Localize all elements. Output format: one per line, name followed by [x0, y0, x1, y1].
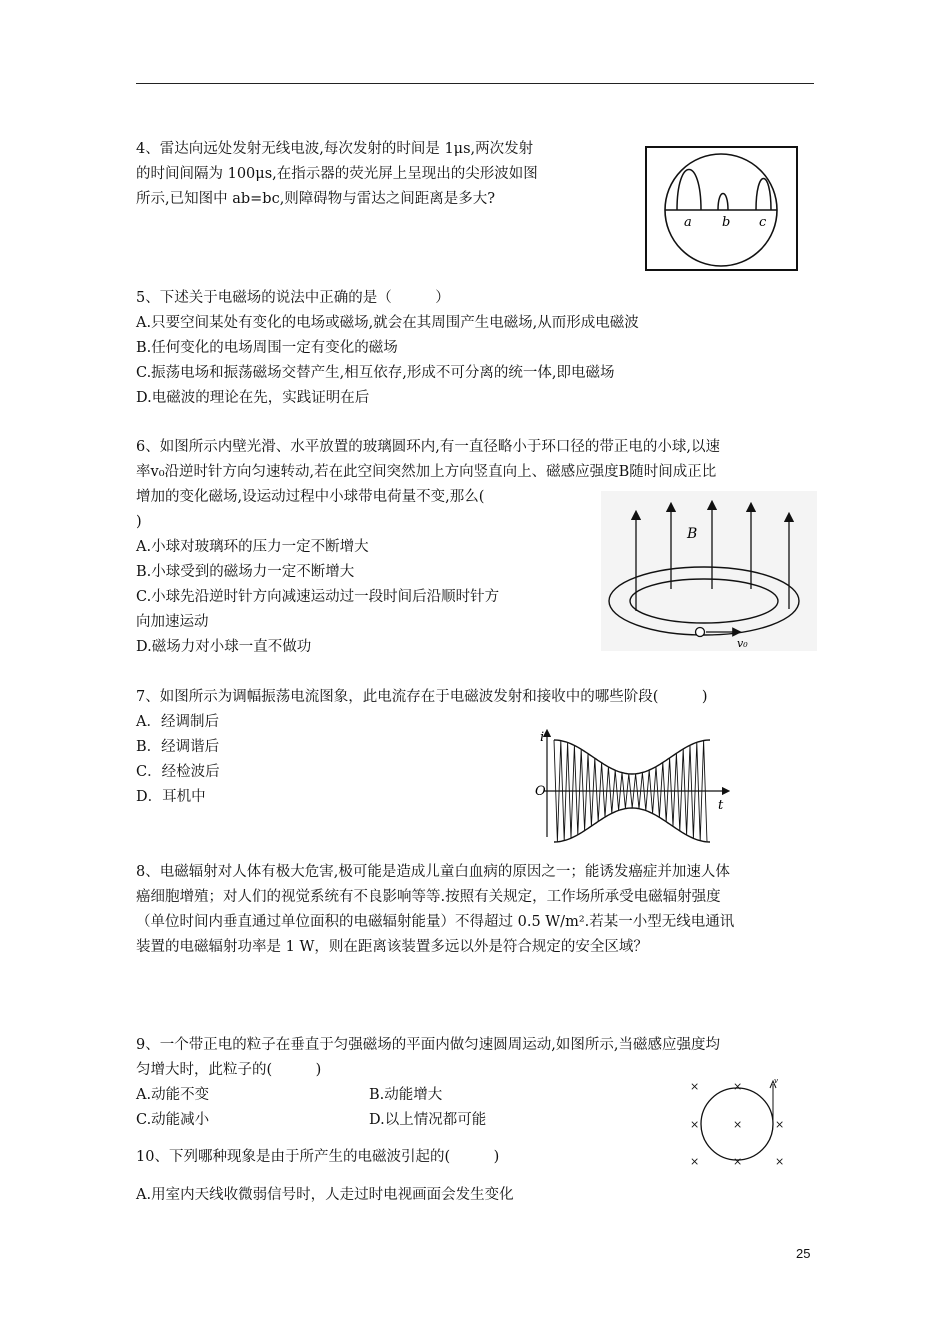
field-cross: × — [690, 1080, 700, 1093]
field-cross: × — [733, 1155, 743, 1168]
q7-stem: 7、如图所示为调幅振荡电流图象，此电流存在于电磁波发射和接收中的哪些阶段( ) — [136, 689, 708, 705]
q5-option-b: B.任何变化的电场周围一定有变化的磁场 — [136, 340, 398, 356]
q4-line: 所示,已知图中 ab=bc,则障碍物与雷达之间距离是多大? — [136, 191, 496, 207]
q5-option-c: C.振荡电场和振荡磁场交替产生,相互依存,形成不可分离的统一体,即电磁场 — [136, 365, 615, 381]
q4-line: 4、雷达向远处发射无线电波,每次发射的时间是 1μs,两次发射 — [136, 141, 534, 157]
q6-option-b: B.小球受到的磁场力一定不断增大 — [136, 564, 355, 580]
label-b: b — [722, 215, 731, 230]
q4-line: 的时间间隔为 100μs,在指示器的荧光屏上呈现出的尖形波如图 — [136, 166, 538, 182]
q9-option-b: B.动能增大 — [369, 1087, 443, 1103]
q6-line: ) — [136, 514, 142, 530]
field-cross: × — [690, 1155, 700, 1168]
q7-option-c: C．经检波后 — [136, 764, 220, 780]
velocity-v-label: v — [774, 1077, 778, 1085]
label-c: c — [759, 215, 767, 230]
question-9 — [136, 1033, 720, 1083]
question-8 — [136, 860, 734, 960]
axis-label-i: i — [540, 730, 545, 745]
am-current-figure — [532, 725, 732, 843]
page-number: 25 — [796, 1246, 811, 1261]
q9-option-d: D.以上情况都可能 — [369, 1112, 487, 1128]
field-label-b: B — [687, 526, 698, 542]
q10-stem: 10、下列哪种现象是由于所产生的电磁波引起的( ) — [136, 1149, 500, 1165]
q9-option-a: A.动能不变 — [136, 1087, 210, 1103]
q6-option-d: D.磁场力对小球一直不做功 — [136, 639, 312, 655]
q5-option-a: A.只要空间某处有变化的电场或磁场,就会在其周围产生电磁场,从而形成电磁波 — [136, 315, 639, 331]
label-a: a — [684, 215, 692, 230]
radar-screen-figure — [645, 146, 799, 272]
field-cross: × — [733, 1080, 743, 1093]
q8-line: 装置的电磁辐射功率是 1 W，则在距离该装置多远以外是符合规定的安全区域？ — [136, 939, 648, 955]
q9-line: 匀增大时，此粒子的( ) — [136, 1062, 322, 1078]
question-5 — [136, 286, 639, 411]
q7-option-b: B．经调谐后 — [136, 739, 220, 755]
velocity-label: v₀ — [737, 637, 748, 650]
q8-line: 癌细胞增殖；对人们的视觉系统有不良影响等等.按照有关规定，工作场所承受电磁辐射强度 — [136, 889, 721, 905]
q6-line: 6、如图所示内壁光滑、水平放置的玻璃圆环内,有一直径略小于环口径的带正电的小球,以速 — [136, 439, 720, 455]
origin-label: O — [535, 784, 546, 799]
q6-option-a: A.小球对玻璃环的压力一定不断增大 — [136, 539, 369, 555]
q7-option-d: D．耳机中 — [136, 789, 206, 805]
header-rule — [136, 83, 814, 84]
field-cross: × — [775, 1118, 785, 1131]
q8-line: （单位时间内垂直通过单位面积的电磁辐射能量）不得超过 0.5 W/m².若某一小型无线电通讯 — [136, 914, 735, 930]
q10-option-a: A.用室内天线收微弱信号时，人走过时电视画面会发生变化 — [136, 1187, 514, 1203]
q6-option-c-cont: 向加速运动 — [136, 614, 209, 630]
question-10 — [136, 1145, 499, 1170]
q8-line: 8、电磁辐射对人体有极大危害,极可能是造成儿童白血病的原因之一；能诱发癌症并加速人体 — [136, 864, 730, 880]
q6-option-c: C.小球先沿逆时针方向减速运动过一段时间后沿顺时针方 — [136, 589, 500, 605]
field-cross: × — [775, 1155, 785, 1168]
q5-stem: 5、下述关于电磁场的说法中正确的是（ ） — [136, 290, 450, 306]
q5-option-d: D.电磁波的理论在先，实践证明在后 — [136, 390, 370, 406]
q9-option-c: C.动能减小 — [136, 1112, 210, 1128]
axis-label-t: t — [718, 798, 724, 813]
q9-line: 9、一个带正电的粒子在垂直于匀强磁场的平面内做匀速圆周运动,如图所示,当磁感应强度均 — [136, 1037, 720, 1053]
q7-option-a: A．经调制后 — [136, 714, 219, 730]
glass-ring-figure — [601, 491, 817, 651]
field-cross: × — [690, 1118, 700, 1131]
field-cross: × — [733, 1118, 743, 1131]
magnetic-field-circle-figure — [684, 1072, 788, 1172]
question-4 — [136, 137, 538, 212]
q6-line: 增加的变化磁场,设运动过程中小球带电荷量不变,那么( — [136, 489, 485, 505]
q6-line: 率v₀沿逆时针方向匀速转动,若在此空间突然加上方向竖直向上、磁感应强度B随时间成正比 — [136, 464, 717, 480]
